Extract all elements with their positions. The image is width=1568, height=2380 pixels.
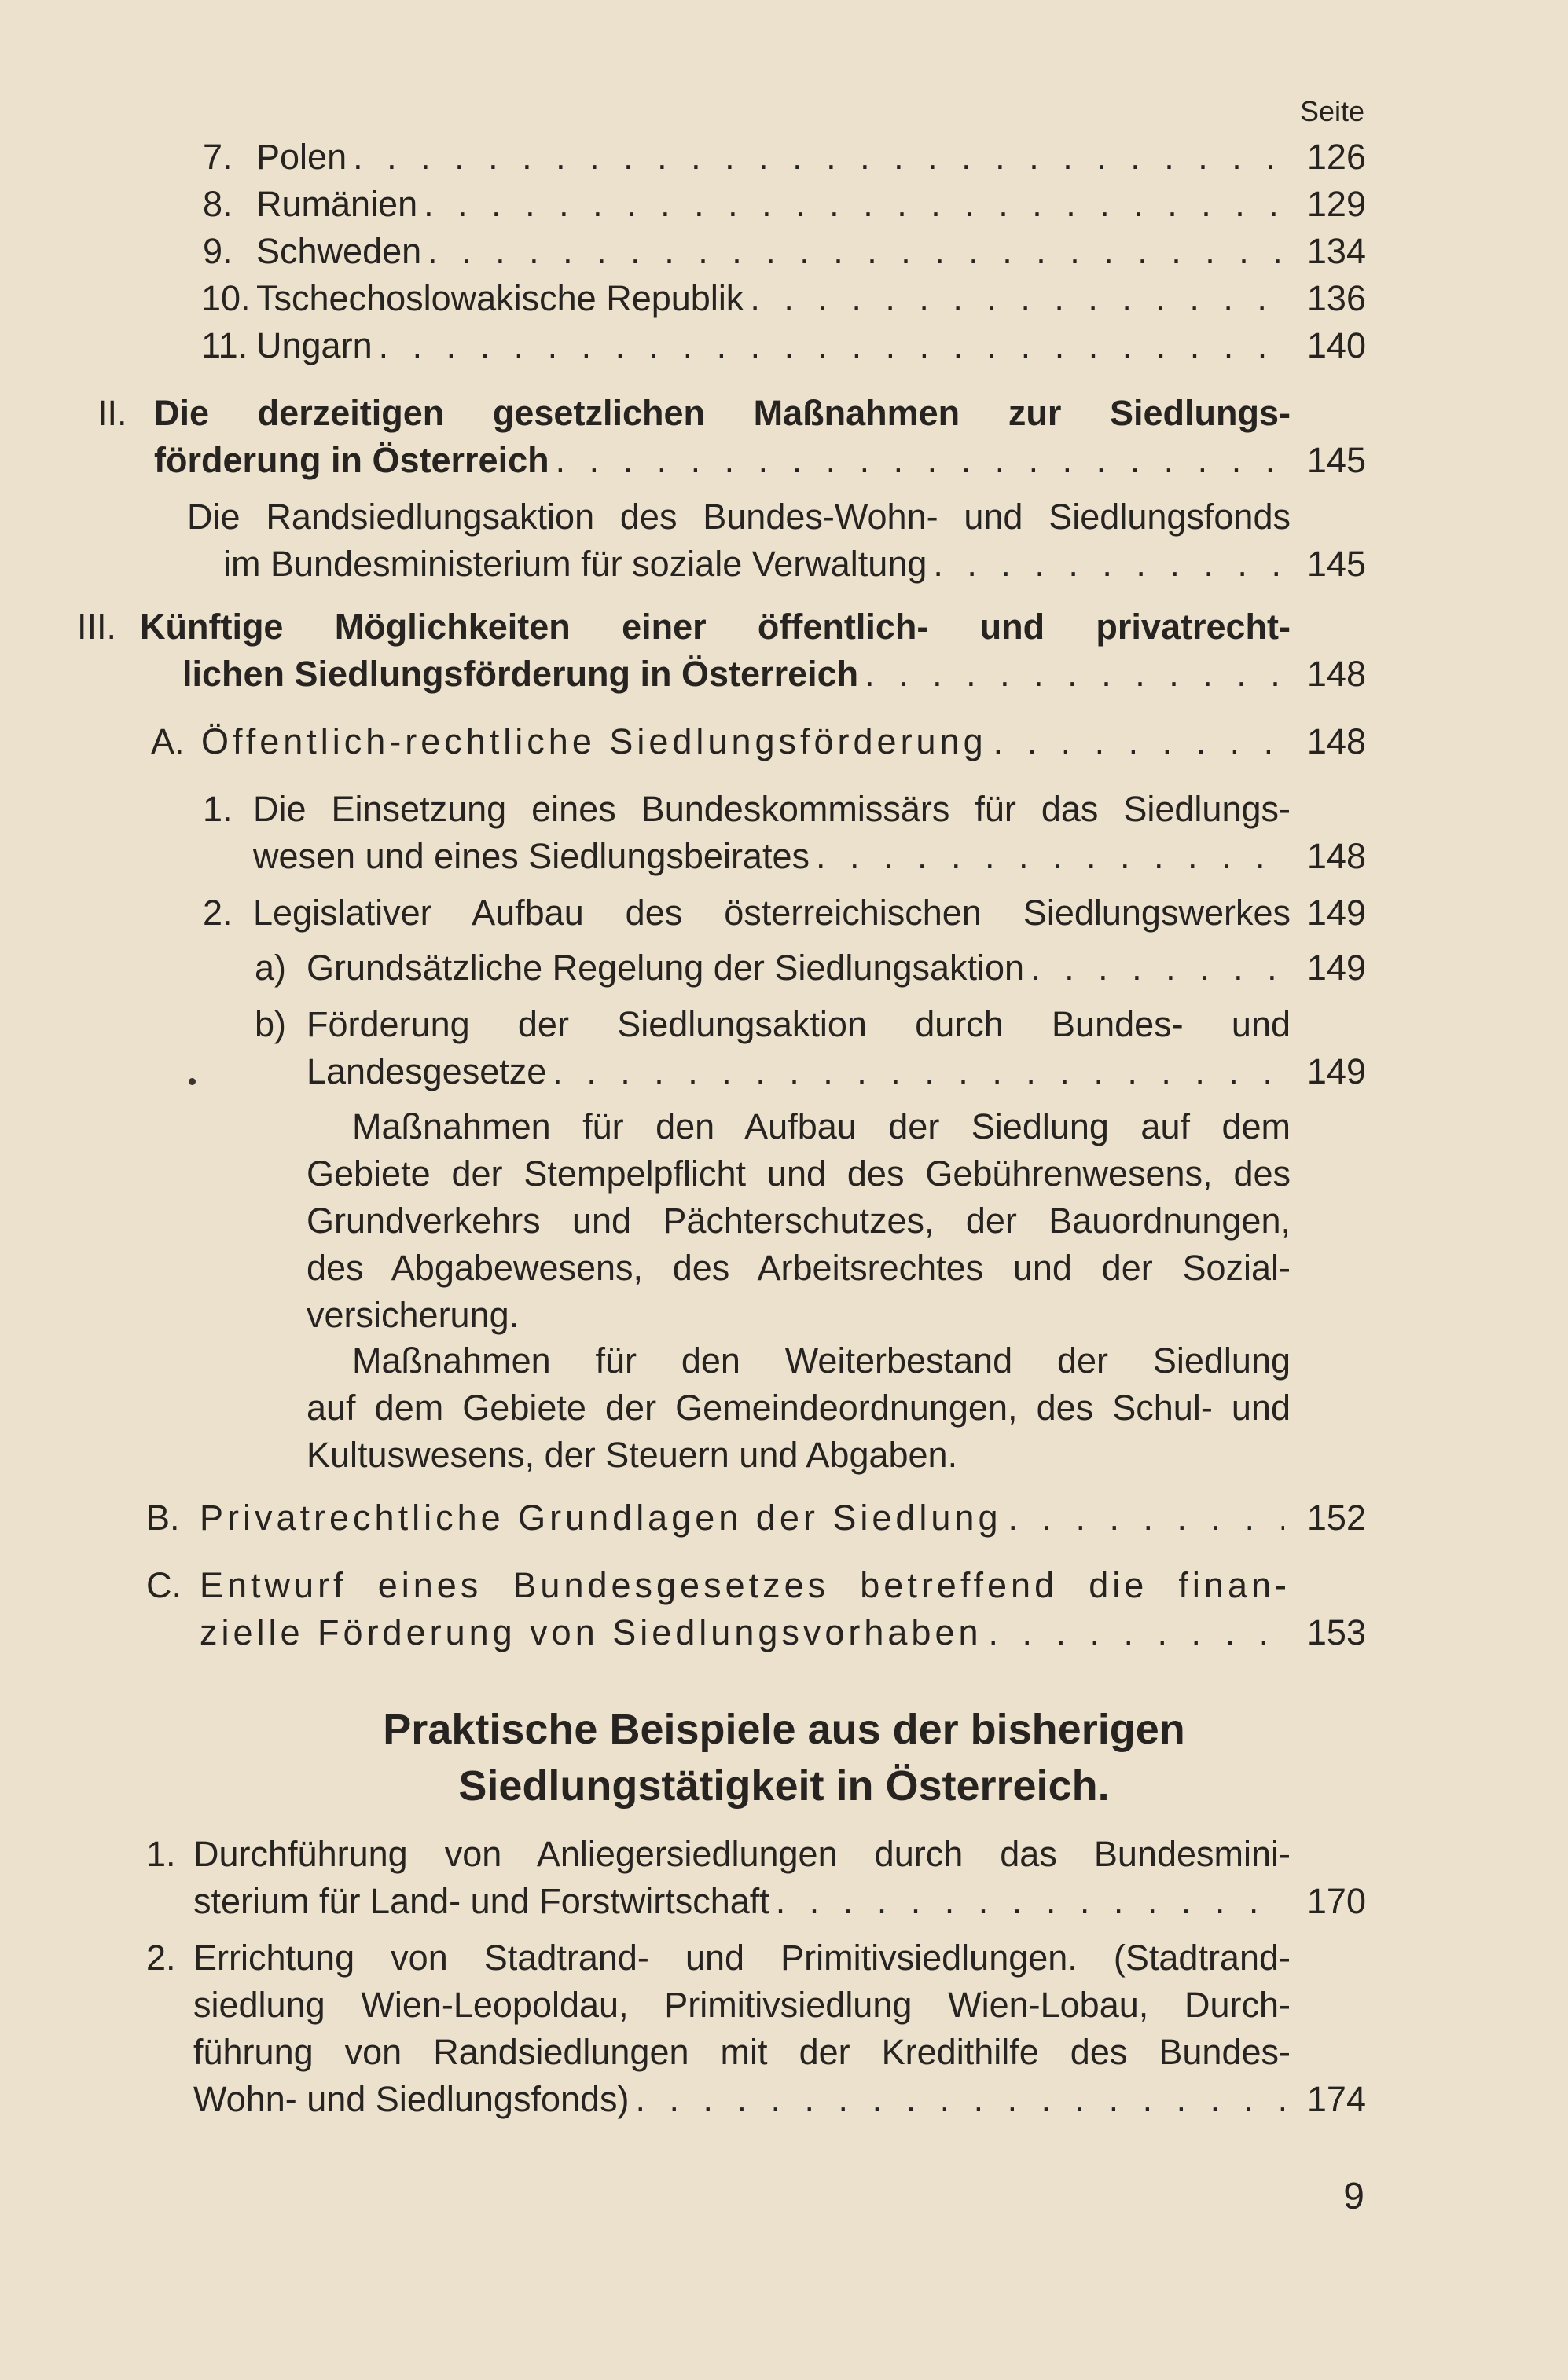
entry-title: Grundsätzliche Regelung der Siedlungsaktion: [307, 948, 1025, 988]
entry-number: 11.: [201, 325, 248, 365]
entry-label: A.: [151, 721, 185, 761]
page-ref: 148: [1306, 721, 1366, 761]
entry-label: b): [255, 1004, 287, 1044]
entry-title-line: führung von Randsiedlungen mit der Kredithilfe des Bundes-: [193, 2032, 1291, 2072]
entry-title: Legislativer Aufbau des österreichischen Siedlungswerkes: [253, 893, 1291, 933]
paragraph-line: versicherung.: [307, 1295, 520, 1335]
section-heading: Siedlungstätigkeit in Österreich.: [458, 1762, 1110, 1810]
paragraph-line: Grundverkehrs und Pächterschutzes, der Bauordnungen,: [307, 1201, 1291, 1241]
entry-number: 2.: [203, 893, 233, 933]
entry-number: 7.: [203, 137, 233, 177]
dot-leader: [424, 181, 1284, 228]
toc-entry-practical-2: [193, 2076, 1366, 2123]
paragraph-line: des Abgabewesens, des Arbeitsrechtes und der Sozial-: [307, 1248, 1291, 1288]
entry-label: a): [255, 948, 287, 988]
paragraph-line: Maßnahmen für den Aufbau der Siedlung auf dem: [352, 1106, 1291, 1146]
page-number: 9: [1343, 2176, 1364, 2217]
entry-title-line: sterium für Land- und Forstwirtschaft: [193, 1881, 769, 1921]
page-ref: 145: [1306, 544, 1366, 584]
entry-title-line: Die Einsetzung eines Bundeskommissärs für das Siedlungs-: [253, 789, 1291, 829]
entry-title: Rumänien: [256, 184, 418, 224]
dot-leader: [553, 1048, 1284, 1095]
page-ref: 170: [1306, 1881, 1366, 1921]
paragraph-line: auf dem Gebiete der Gemeindeordnungen, des Schul- und: [307, 1388, 1291, 1428]
section-title-line: Die derzeitigen gesetzlichen Maßnahmen zur Siedlungs-: [154, 393, 1291, 433]
entry-number: 10.: [201, 278, 251, 318]
dot-leader: [933, 541, 1284, 588]
page-ref: 149: [1306, 1051, 1366, 1091]
toc-entry-a: [201, 718, 1366, 765]
entry-title: Öffentlich-rechtliche Siedlungsförderung: [201, 721, 987, 761]
entry-label: C.: [146, 1565, 182, 1605]
dot-leader: [379, 322, 1284, 369]
entry-number: 1.: [146, 1834, 176, 1874]
section-title-line: lichen Siedlungsförderung in Österreich: [182, 654, 859, 694]
entry-number: 8.: [203, 184, 233, 224]
dot-leader: [428, 228, 1284, 275]
section-title-entry: [154, 437, 1366, 484]
stray-mark: [189, 1078, 196, 1085]
page-ref: 148: [1306, 654, 1366, 694]
page-ref: 129: [1306, 184, 1366, 224]
dot-leader: [989, 1609, 1284, 1656]
subentry-line: Die Randsiedlungsaktion des Bundes-Wohn- und Siedlungsfonds: [187, 497, 1291, 537]
entry-title: Polen: [256, 137, 347, 177]
page-ref: 140: [1306, 325, 1366, 365]
dot-leader: [776, 1878, 1284, 1925]
section-number: III.: [77, 607, 117, 647]
entry-number: 1.: [203, 789, 233, 829]
entry-title-line: Entwurf eines Bundesgesetzes betreffend die finan-: [200, 1565, 1291, 1605]
toc-entry-schweden: [256, 228, 1366, 275]
entry-label: B.: [146, 1498, 180, 1538]
toc-entry-a2b: [307, 1048, 1366, 1095]
entry-title: Privatrechtliche Grundlagen der Siedlung: [200, 1498, 1002, 1538]
section-title-line: Künftige Möglichkeiten einer öffentlich- und privatrecht-: [140, 607, 1291, 647]
page-ref: 149: [1306, 893, 1366, 933]
entry-title-line: Wohn- und Siedlungsfonds): [193, 2079, 630, 2119]
dot-leader: [636, 2076, 1284, 2123]
dot-leader: [865, 651, 1284, 698]
entry-title-line: Errichtung von Stadtrand- und Primitivsiedlungen. (Stadtrand-: [193, 1938, 1291, 1978]
entry-title-line: wesen und eines Siedlungsbeirates: [253, 836, 810, 876]
subentry: [223, 541, 1366, 588]
page-ref: 145: [1306, 440, 1366, 480]
dot-leader: [1008, 1494, 1284, 1542]
entry-title: Tschechoslowakische Republik: [256, 278, 744, 318]
section-heading: Praktische Beispiele aus der bisherigen: [383, 1706, 1185, 1753]
dot-leader: [750, 275, 1284, 322]
page-ref: 149: [1306, 948, 1366, 988]
page-ref: 126: [1306, 137, 1366, 177]
toc-entry-practical-1: [193, 1878, 1366, 1925]
toc-entry-c: [200, 1609, 1366, 1656]
seite-header: Seite: [1299, 95, 1364, 127]
page-ref: 134: [1306, 231, 1366, 271]
dot-leader: [816, 833, 1284, 880]
dot-leader: [556, 437, 1284, 484]
toc-entry-a1: [253, 833, 1366, 880]
paragraph-line: Maßnahmen für den Weiterbestand der Siedlung: [352, 1340, 1291, 1381]
toc-entry-a2a: [307, 944, 1366, 992]
page-ref: 136: [1306, 278, 1366, 318]
paragraph-line: Kultuswesens, der Steuern und Abgaben.: [307, 1435, 958, 1475]
entry-title-line: siedlung Wien-Leopoldau, Primitivsiedlung Wien-Lobau, Durch-: [193, 1985, 1291, 2025]
section-number: II.: [97, 393, 127, 433]
toc-entry-ungarn: [256, 322, 1366, 369]
entry-title-line: Förderung der Siedlungsaktion durch Bundes- und: [307, 1004, 1291, 1044]
entry-title: Schweden: [256, 231, 422, 271]
page-ref: 152: [1306, 1498, 1366, 1538]
toc-entry-polen: [256, 134, 1366, 181]
toc-entry-rumaenien: [256, 181, 1366, 228]
entry-title-line: zielle Förderung von Siedlungsvorhaben: [200, 1612, 982, 1652]
dot-leader: [1030, 944, 1284, 992]
toc-entry-b: [200, 1494, 1366, 1542]
page-ref: 148: [1306, 836, 1366, 876]
dot-leader: [993, 718, 1284, 765]
entry-title-line: Landesgesetze: [307, 1051, 547, 1091]
paragraph-line: Gebiete der Stempelpflicht und des Gebührenwesens, des: [307, 1153, 1291, 1194]
section-title-entry: [182, 651, 1366, 698]
toc-entry-tschechoslowakei: [256, 275, 1366, 322]
entry-title-line: Durchführung von Anliegersiedlungen durch das Bundesmini-: [193, 1834, 1291, 1874]
entry-title: Ungarn: [256, 325, 373, 365]
page-ref: 174: [1306, 2079, 1366, 2119]
section-title-line: förderung in Österreich: [154, 440, 549, 480]
entry-number: 9.: [203, 231, 233, 271]
subentry-line: im Bundesministerium für soziale Verwaltung: [223, 544, 927, 584]
dot-leader: [353, 134, 1284, 181]
page-ref: 153: [1306, 1612, 1366, 1652]
entry-number: 2.: [146, 1938, 176, 1978]
